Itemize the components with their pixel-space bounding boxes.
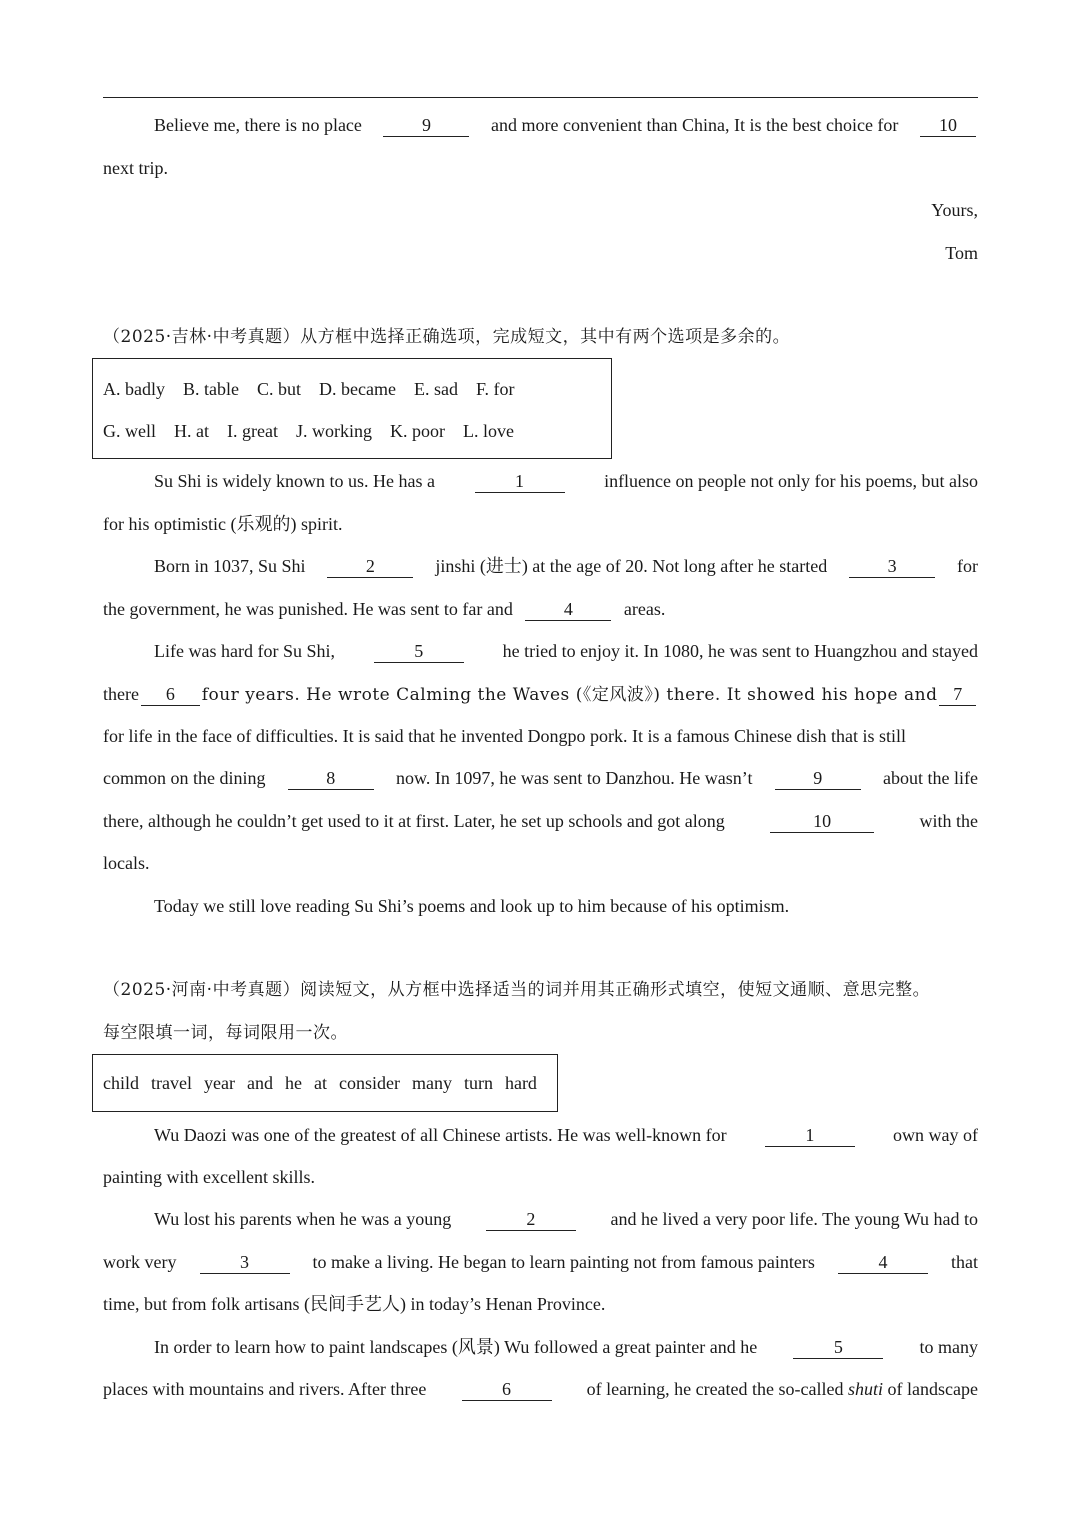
letter-line-1 xyxy=(103,110,978,140)
text: work very xyxy=(103,1252,177,1272)
word-child: child xyxy=(103,1073,139,1093)
q1-p3-line-2 xyxy=(103,679,978,709)
text: Believe me, there is no place xyxy=(154,115,362,135)
text: areas. xyxy=(623,599,666,619)
text: that xyxy=(950,1252,978,1272)
answer-blank-6[interactable]: 6 xyxy=(462,1376,552,1401)
word-hard: hard xyxy=(504,1073,537,1093)
text: Wu lost his parents when he was a young xyxy=(154,1209,452,1229)
text: places with mountains and rivers. After three xyxy=(103,1379,427,1399)
answer-blank-3[interactable]: 3 xyxy=(849,553,935,578)
text: of learning, he created the so-called xyxy=(586,1379,844,1399)
option-a: A. badly xyxy=(103,379,165,399)
answer-blank-10[interactable]: 10 xyxy=(770,808,874,833)
q2-p3-line-1 xyxy=(103,1332,978,1362)
word-travel: travel xyxy=(151,1073,192,1093)
q2-p1-line-2: painting with excellent skills. xyxy=(103,1167,315,1187)
text: now. In 1097, he was sent to Danzhou. He wasn’t xyxy=(396,768,753,788)
text: Su Shi is widely known to us. He has a xyxy=(154,471,435,491)
answer-blank-9[interactable]: 9 xyxy=(383,112,469,137)
q1-p2-line-1 xyxy=(103,551,978,581)
text: four years. He wrote Calming the Waves (《定风波》) there. It showed his hope and xyxy=(201,685,938,705)
q1-p2-line-2 xyxy=(103,594,978,624)
option-j: J. working xyxy=(295,421,372,441)
letter-line-2: next trip. xyxy=(103,158,168,178)
text: and more convenient than China, It is the best choice for xyxy=(491,115,899,135)
word-turn: turn xyxy=(463,1073,493,1093)
text: common on the dining xyxy=(103,768,266,788)
q2-p2-line-1 xyxy=(103,1204,978,1234)
answer-blank-4[interactable]: 4 xyxy=(525,596,611,621)
text: jinshi (进士) at the age of 20. Not long after he started xyxy=(435,556,828,576)
q2-p2-line-3: time, but from folk artisans (民间手艺人) in today’s Henan Province. xyxy=(103,1294,606,1314)
answer-blank-2[interactable]: 2 xyxy=(486,1206,576,1231)
word-year: year xyxy=(203,1073,235,1093)
q2-p3-line-2 xyxy=(103,1374,978,1404)
text: to make a living. He began to learn painting not from famous painters xyxy=(312,1252,815,1272)
option-l: L. love xyxy=(462,421,514,441)
q1-heading: （2025·吉林·中考真题）从方框中选择正确选项，完成短文，其中有两个选项是多余的。 xyxy=(103,327,791,347)
italic-term: shuti xyxy=(848,1379,884,1399)
word-consider: consider xyxy=(338,1073,400,1093)
q1-p4: Today we still love reading Su Shi’s poems and look up to him because of his optimism. xyxy=(154,896,790,916)
letter-closing: Yours, xyxy=(931,200,978,220)
text: about the life xyxy=(882,768,978,788)
answer-blank-6[interactable]: 6 xyxy=(141,681,200,706)
header-rule xyxy=(103,97,978,98)
q1-p1-line-1 xyxy=(103,466,978,496)
text: Born in 1037, Su Shi xyxy=(154,556,306,576)
text xyxy=(587,1374,978,1404)
answer-blank-3[interactable]: 3 xyxy=(200,1249,290,1274)
answer-blank-8[interactable]: 8 xyxy=(288,765,374,790)
options-row-1 xyxy=(103,374,515,404)
q2-p1-line-1 xyxy=(103,1120,978,1150)
word-at: at xyxy=(313,1073,327,1093)
word-he: he xyxy=(284,1073,302,1093)
q1-options-box xyxy=(92,358,612,459)
option-b: B. table xyxy=(183,379,239,399)
q1-p3-line-3: for life in the face of difficulties. It is said that he invented Dongpo pork. It is a famous Chinese dish that is still xyxy=(103,726,907,746)
options-row-2 xyxy=(103,416,514,446)
text: to many xyxy=(919,1337,978,1357)
answer-blank-9[interactable]: 9 xyxy=(775,765,861,790)
option-h: H. at xyxy=(174,421,209,441)
q2-word-box xyxy=(92,1054,558,1112)
q1-p3-line-4 xyxy=(103,763,978,793)
option-f: F. for xyxy=(475,379,515,399)
text: In order to learn how to paint landscapes (风景) Wu followed a great painter and he xyxy=(154,1337,758,1357)
option-k: K. poor xyxy=(389,421,445,441)
answer-blank-10[interactable]: 10 xyxy=(920,112,976,137)
answer-blank-1[interactable]: 1 xyxy=(475,468,565,493)
q1-p3-line-1 xyxy=(103,636,978,666)
text: influence on people not only for his poems, but also xyxy=(604,471,978,491)
answer-blank-1[interactable]: 1 xyxy=(765,1122,855,1147)
option-c: C. but xyxy=(257,379,302,399)
text: there, although he couldn’t get used to it at first. Later, he set up schools and got along xyxy=(103,811,725,831)
word-bank xyxy=(103,1068,537,1098)
text: he tried to enjoy it. In 1080, he was sent to Huangzhou and stayed xyxy=(502,641,978,661)
text: own way of xyxy=(893,1125,978,1145)
option-g: G. well xyxy=(103,421,156,441)
text: of landscape xyxy=(887,1379,978,1399)
answer-blank-5[interactable]: 5 xyxy=(793,1334,883,1359)
answer-blank-5[interactable]: 5 xyxy=(374,638,464,663)
q1-p1-line-2: for his optimistic (乐观的) spirit. xyxy=(103,514,343,534)
answer-blank-4[interactable]: 4 xyxy=(838,1249,928,1274)
text: and he lived a very poor life. The young Wu had to xyxy=(610,1209,978,1229)
word-and: and xyxy=(246,1073,273,1093)
text: Life was hard for Su Shi, xyxy=(154,641,335,661)
text: Wu Daozi was one of the greatest of all Chinese artists. He was well-known for xyxy=(154,1125,727,1145)
option-i: I. great xyxy=(227,421,278,441)
option-d: D. became xyxy=(319,379,396,399)
text: there xyxy=(103,684,139,704)
word-many: many xyxy=(411,1073,452,1093)
answer-blank-7[interactable]: 7 xyxy=(939,681,976,706)
text: with the xyxy=(919,811,978,831)
text: for xyxy=(956,556,978,576)
text: the government, he was punished. He was sent to far and xyxy=(103,599,513,619)
q2-heading-line-2: 每空限填一词，每词限用一次。 xyxy=(103,1023,348,1043)
option-e: E. sad xyxy=(413,379,458,399)
answer-blank-2[interactable]: 2 xyxy=(327,553,413,578)
q1-p3-line-5 xyxy=(103,806,978,836)
letter-signature: Tom xyxy=(945,243,978,263)
q2-heading-line-1: （2025·河南·中考真题）阅读短文，从方框中选择适当的词并用其正确形式填空，使短文通顺、意思完整。 xyxy=(103,980,931,1000)
q2-p2-line-2 xyxy=(103,1247,978,1277)
q1-p3-line-6: locals. xyxy=(103,853,150,873)
